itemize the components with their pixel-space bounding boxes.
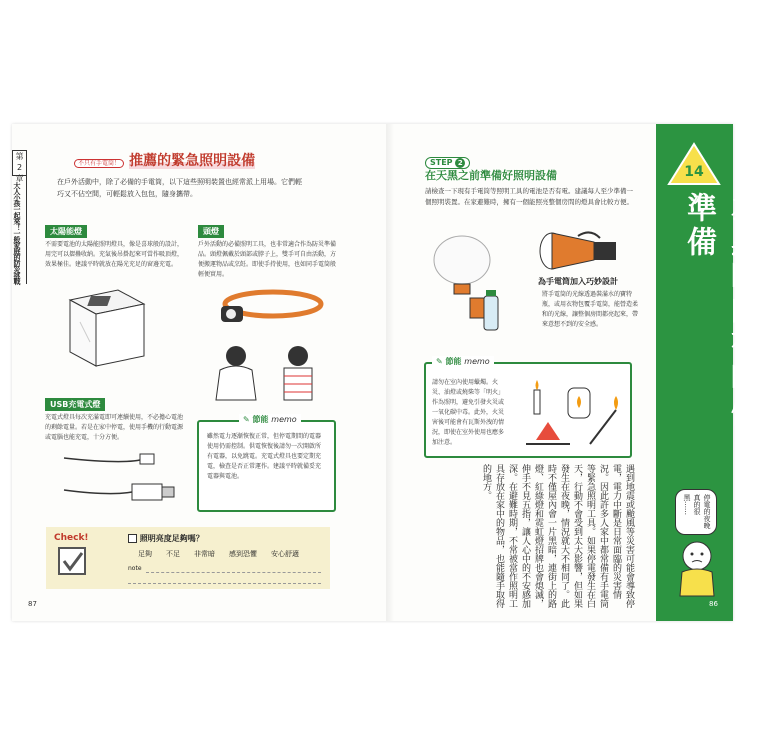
speech-text: 停電的夜晚真的很黑……: [683, 494, 711, 529]
book-gutter: [386, 124, 394, 621]
right-memo-box: [424, 357, 632, 458]
candle-lamp-fire-illustration: [516, 370, 626, 452]
flashlight-illustration: [538, 228, 624, 274]
check-question-row: [128, 533, 204, 544]
check-option[interactable]: 不足: [166, 550, 180, 558]
main-vertical-text: 遇到地震或颱風等災害可能會導致停電，電力中斷是日常面臨的災害情況。因此許多人家中都常備有手電筒等緊急照明工具。如果停電發生在白天，行動不會受到太大影響，但如果發生在夜晚，情況就大不相同了。此時不僅屋內會一片黑暗，連街上的路燈、紅綠燈和霓虹燈招牌也會熄滅，伸手不見五指，讓人心中的不安感加深。在避難時期，不常被當作照明工具存放在家中的物品，也能隨手取得的地方。: [481, 464, 634, 608]
checkmark-icon: [58, 547, 86, 575]
left-page-number: 87: [28, 600, 37, 608]
section-heading: [74, 150, 255, 170]
right-memo-label-text: 節能: [445, 357, 462, 366]
headlamp-illustration: [215, 282, 325, 330]
solar-text: 不需要電池的太陽能照明燈具，像是喜球般的設計，用完可以摺疊收納。充氣後吊掛起來可當作吸頂燈，效果極佳。建議平時就放在陽光充足的窗邊充電。: [45, 241, 184, 268]
step-text: 請檢查一下現有手電筒等照明工具的電池是否有電。建議每人至少準備一個照明裝置。在家避難時，擁有一個能照亮整個房間的燈具會比較方便。: [425, 187, 633, 206]
intro-text: 在戶外活動中，除了必備的手電筒，以下這些照明裝置也經常派上用場。它們輕巧又不佔空間，可輕鬆放入包包，隨身攜帶。: [57, 178, 302, 198]
note-label: note: [128, 565, 142, 572]
pencil-icon: ✎: [436, 357, 443, 366]
usb-section: [45, 392, 185, 443]
note-line[interactable]: [146, 572, 321, 573]
left-memo-text: 雖然電力逐漸恢復正常，但停電期間的電器使用仍需控制。供電恢復後請勿一次開啟所有電器，以免跳電。充電式燈具也要定期充電，檢查是否正常運作。建議平時就備妥充電器與電池。: [207, 433, 322, 480]
bottle-lantern-illustration: [424, 232, 519, 340]
band-title: 為黑暗的夜晚做準備: [681, 192, 760, 430]
check-question: 照明亮度足夠嗎？: [139, 534, 204, 543]
chapter-tab: [12, 150, 27, 284]
tip-title: 為手電筒加入巧妙設計: [538, 277, 618, 286]
headlamp-usage-illustration: [212, 340, 322, 402]
step-label: STEP: [430, 158, 453, 167]
left-memo-tag: memo: [271, 415, 297, 424]
check-options: [138, 549, 299, 559]
check-option[interactable]: 足夠: [138, 550, 152, 558]
right-memo-label: [432, 356, 494, 367]
step-number: 2: [455, 158, 465, 168]
note-line[interactable]: [128, 583, 321, 584]
step-title: 在天黑之前準備好照明設備: [425, 169, 557, 182]
check-label: Check!: [54, 533, 89, 543]
right-memo-tag: memo: [464, 357, 490, 366]
check-option[interactable]: 感到恐懼: [229, 550, 257, 558]
right-page-number: 86: [709, 600, 718, 608]
question-checkbox[interactable]: [128, 534, 137, 543]
right-memo-text: 請勿在室內使用蠟燭。火災、油燈或燒柴等「明火」作為照明，避免引發火災或一氧化碳中毒。此外，火災害後可能會有瓦斯外洩的情況，即使在室外使用也應多加注意。: [432, 379, 505, 446]
pencil-icon: ✎: [243, 415, 250, 424]
check-option[interactable]: 非常暗: [194, 550, 215, 558]
usb-text: 充電式燈具每次充滿電即可連續使用，不必擔心電池的剩餘電量。若是在家中停電，使用手機的行動電源或電腦也能充電，十分方便。: [45, 414, 184, 441]
tip-text: 將手電筒的光線透過裝滿水的寶特瓶，或用衣物包覆手電筒，能營造柔和的光線，讓整個房間都亮起來，帶來意想不到的安全感。: [542, 291, 639, 328]
solar-lamp-illustration: [60, 282, 152, 374]
band-number: 14: [684, 164, 704, 180]
solar-section: [45, 219, 183, 270]
chapter-box: 第2章: [12, 150, 27, 176]
solar-title: 太陽能燈: [45, 225, 87, 238]
usb-cable-illustration: [60, 450, 180, 510]
page-title: 推薦的緊急照明設備: [129, 153, 256, 169]
headlamp-section: [198, 219, 338, 280]
heading-badge: 不只有手電筒！: [74, 159, 124, 168]
check-box: [46, 527, 330, 589]
character-illustration: [676, 540, 718, 596]
headlamp-title: 頭燈: [198, 225, 224, 238]
chapter-title: 大人小孩一起來！一般家庭的防災挑戰: [13, 182, 21, 284]
check-option[interactable]: 安心舒適: [271, 550, 299, 558]
tip-section: [538, 276, 638, 330]
usb-title: USB充電式燈: [45, 398, 105, 411]
speech-bubble: [675, 489, 717, 535]
left-memo-label-text: 節能: [252, 415, 269, 424]
left-memo-box: [197, 415, 336, 512]
left-memo-label: [239, 414, 301, 425]
headlamp-text: 戶外活動的必備照明工具，也非常適合作為防災準備品。頭燈佩戴於頭部或脖子上，雙手可自由活動，方便搬運物品或烹飪。即使手持使用，也如同手電筒般輕便實用。: [198, 241, 337, 278]
